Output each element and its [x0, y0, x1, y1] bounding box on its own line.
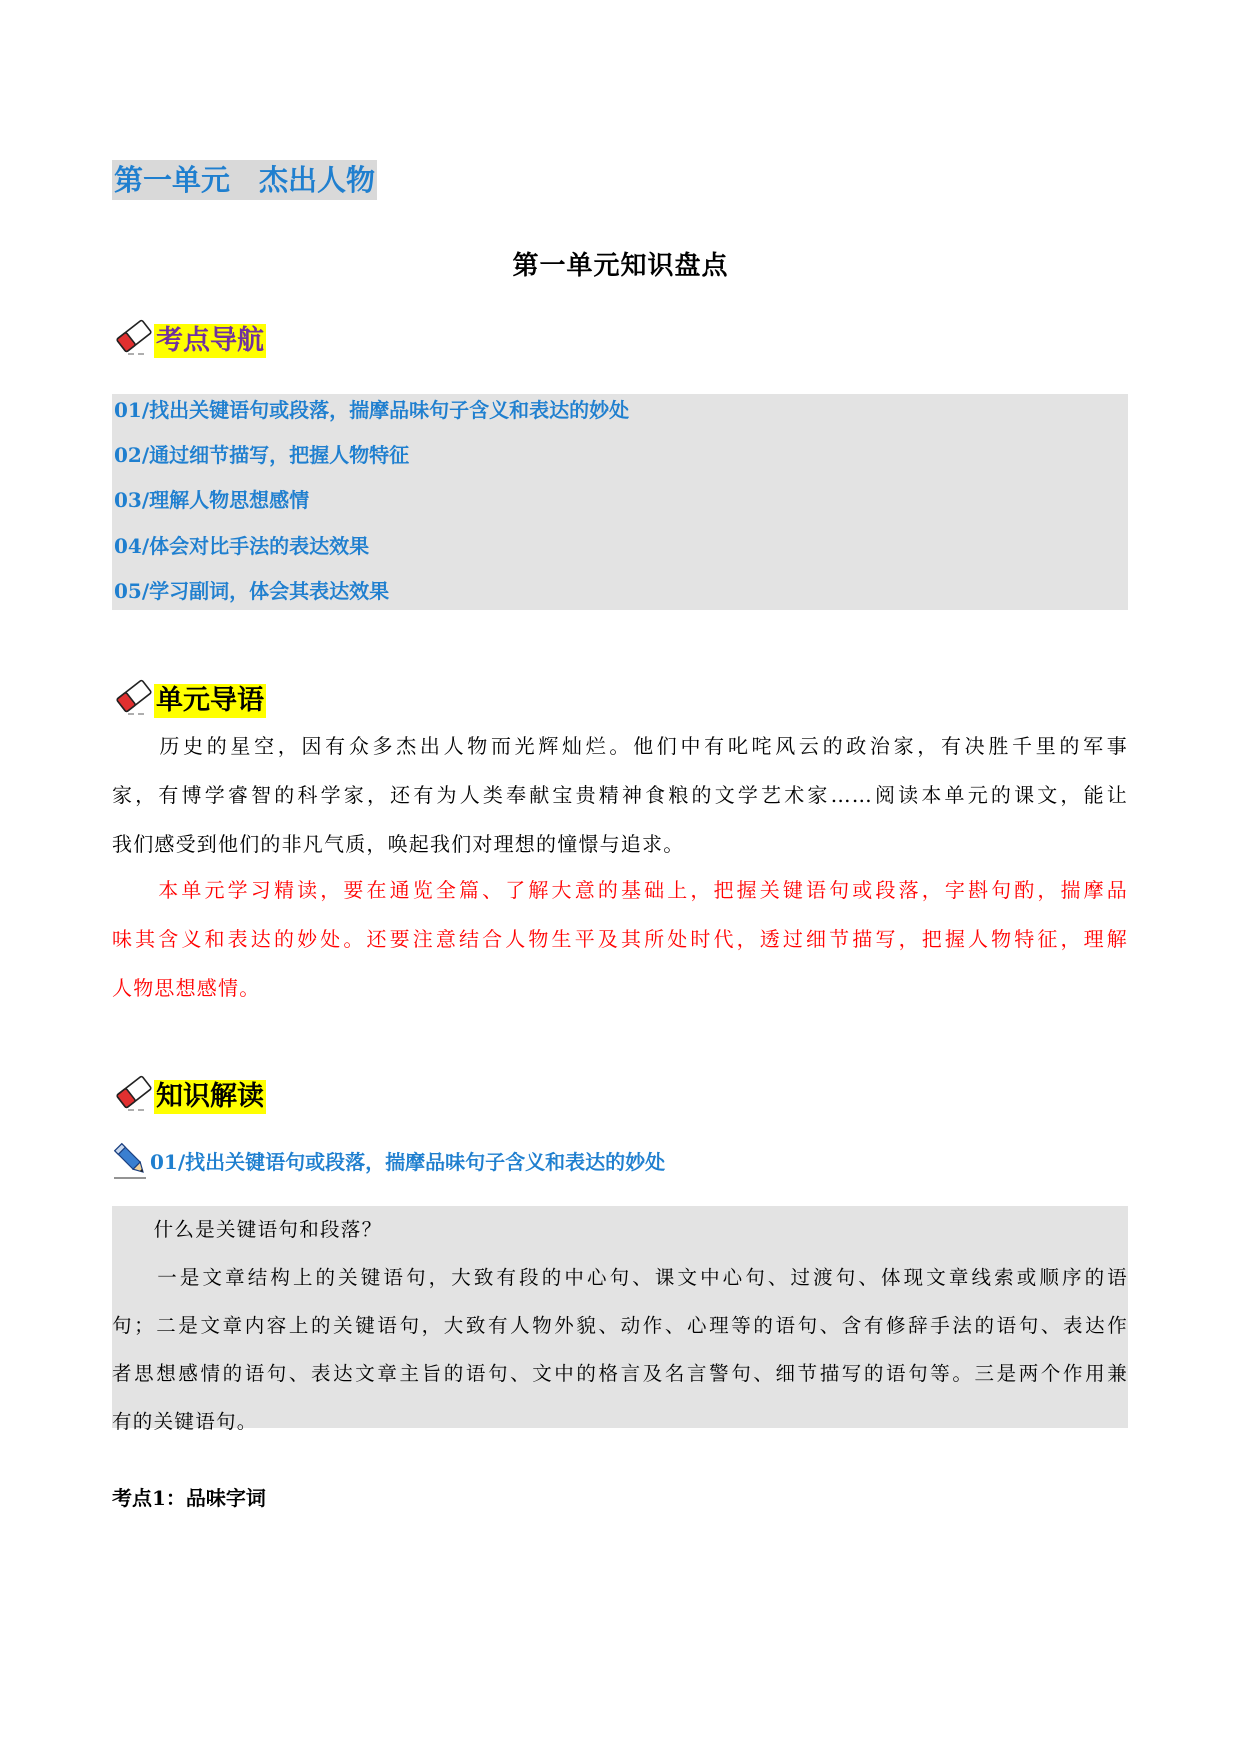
- nav-item: 04/体会对比手法的表达效果: [114, 534, 370, 558]
- nav-box: [112, 394, 1128, 610]
- section-intro-label: 单元导语: [156, 685, 264, 716]
- key-sentence-box: [112, 1206, 1128, 1433]
- intro-paragraph-emphasis: [112, 866, 1128, 1013]
- kaodian-heading: 考点1：品味字词: [112, 1486, 266, 1510]
- section-nav-label: 考点导航: [156, 325, 264, 356]
- paragraph-line: 我们感受到他们的非凡气质，唤起我们对理想的憧憬与追求。: [112, 832, 685, 856]
- nav-item: 01/找出关键语句或段落，揣摩品味句子含义和表达的妙处: [114, 398, 630, 422]
- box-line: 句；二是文章内容上的关键语句，大致有人物外貌、动作、心理等的语句、含有修辞手法的语句、表达作: [112, 1314, 1128, 1337]
- box-line: 有的关键语句。: [112, 1410, 258, 1433]
- box-line: 什么是关键语句和段落？: [112, 1218, 383, 1241]
- nav-item: 03/理解人物思想感情: [114, 488, 310, 512]
- unit-heading: 第一单元 杰出人物: [112, 160, 377, 200]
- paragraph-line: 味其含义和表达的妙处。还要注意结合人物生平及其所处时代，透过细节描写，把握人物特征，理解: [112, 927, 1128, 951]
- eraser-icon: [112, 1072, 156, 1116]
- intro-paragraph: [112, 722, 1128, 869]
- eraser-icon: [112, 316, 156, 360]
- section-knowledge-label: 知识解读: [156, 1081, 264, 1112]
- knowledge-subheading-text: 01/找出关键语句或段落，揣摩品味句子含义和表达的妙处: [150, 1150, 666, 1174]
- paragraph-line: 本单元学习精读，要在通览全篇、了解大意的基础上，把握关键语句或段落，字斟句酌，揣摩品: [112, 878, 1128, 902]
- nav-item: 05/学习副词，体会其表达效果: [114, 579, 390, 603]
- document-title: 第一单元知识盘点: [512, 251, 729, 281]
- box-line: 者思想感情的语句、表达文章主旨的语句、文中的格言及名言警句、细节描写的语句等。三是两个作用兼: [112, 1362, 1128, 1385]
- nav-item: 02/通过细节描写，把握人物特征: [114, 443, 410, 467]
- paragraph-line: 家，有博学睿智的科学家，还有为人类奉献宝贵精神食粮的文学艺术家……阅读本单元的课文，能让: [112, 783, 1128, 807]
- paragraph-line: 历史的星空，因有众多杰出人物而光辉灿烂。他们中有叱咤风云的政治家，有决胜千里的军事: [112, 734, 1128, 758]
- paragraph-line: 人物思想感情。: [112, 976, 261, 1000]
- box-line: 一是文章结构上的关键语句，大致有段的中心句、课文中心句、过渡句、体现文章线索或顺序的语: [112, 1266, 1128, 1289]
- pencil-icon: [112, 1140, 150, 1180]
- eraser-icon: [112, 676, 156, 720]
